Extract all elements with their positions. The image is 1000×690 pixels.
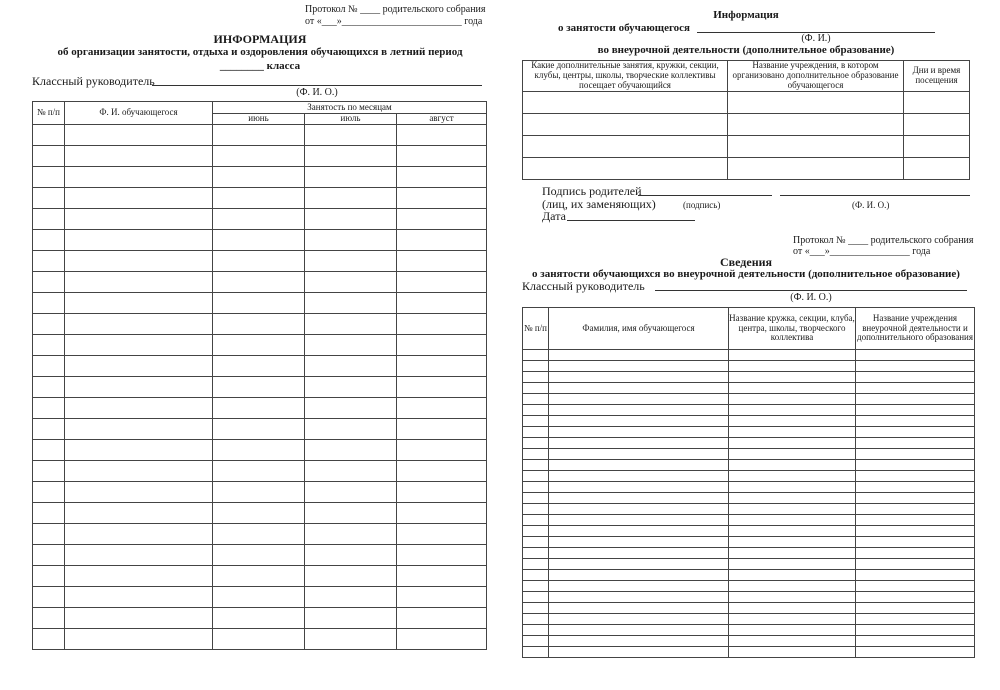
table-row (523, 460, 975, 471)
table-row (33, 461, 487, 482)
right-date-label: Дата (542, 209, 566, 223)
table-row (33, 335, 487, 356)
right-signature-underline (638, 195, 772, 196)
left-subtitle: об организации занятости, отдыха и оздоровления обучающихся в летний период (57, 46, 463, 58)
right-teacher-label: Классный руководитель (522, 279, 645, 293)
table-row (523, 603, 975, 614)
right-table1-col-institution: Название учреждения, в котором организовано дополнительное образование обучающегося (728, 61, 904, 92)
table-row (33, 566, 487, 587)
table-row (523, 91, 970, 113)
table-row (33, 209, 487, 230)
table-row (523, 493, 975, 504)
left-teacher-underline (152, 85, 482, 86)
table-row (33, 230, 487, 251)
left-title: ИНФОРМАЦИЯ (213, 32, 307, 46)
table-row (523, 427, 975, 438)
left-col-august-header: август (397, 114, 487, 125)
table-row (523, 592, 975, 603)
table-row (523, 482, 975, 493)
left-col-num-header: № п/п (33, 102, 65, 125)
table-row (523, 383, 975, 394)
table-row (523, 636, 975, 647)
table-row (523, 394, 975, 405)
table-row (523, 113, 970, 135)
right-table1-col-activities: Какие дополнительные занятия, кружки, секции, клубы, центры, школы, творческие коллективы посещает обучающийся (523, 61, 728, 92)
right-svedeniya-subtitle: о занятости обучающихся во внеурочной деятельности (дополнительное образование) (532, 268, 960, 280)
right-signature-fio-underline (780, 195, 970, 196)
right-info-student-label: о занятости обучающегося (558, 22, 691, 34)
table-row (33, 251, 487, 272)
table-row (523, 449, 975, 460)
table-row (523, 581, 975, 592)
left-col-june-header: июнь (213, 114, 305, 125)
table-row (33, 608, 487, 629)
table-row (33, 440, 487, 461)
right-table2-col-institution: Название учреждения внеурочной деятельности и дополнительного образования (856, 308, 975, 350)
table-row (523, 350, 975, 361)
right-fio-hint: (Ф. И. О.) (790, 292, 832, 303)
right-signature-label: Подпись родителей (542, 184, 642, 198)
table-row (523, 438, 975, 449)
table-row (33, 188, 487, 209)
table-row (33, 314, 487, 335)
right-signature-fio-hint: (Ф. И. О.) (852, 200, 890, 210)
left-fio-hint: (Ф. И. О.) (296, 87, 338, 98)
right-table1-col-schedule: Дни и время посещения (904, 61, 970, 92)
right-fi-hint: (Ф. И.) (801, 33, 831, 44)
left-col-months-group-header: Занятость по месяцам (213, 102, 487, 114)
right-activities-table (522, 60, 970, 180)
right-date-underline (567, 220, 695, 221)
right-signature-hint: (подпись) (683, 200, 721, 210)
table-row (523, 647, 975, 658)
table-row (33, 272, 487, 293)
table-row (33, 524, 487, 545)
table-row (523, 135, 970, 157)
table-row (33, 146, 487, 167)
table-row (523, 471, 975, 482)
table-row (33, 125, 487, 146)
table-row (33, 356, 487, 377)
table-row (523, 416, 975, 427)
table-row (33, 482, 487, 503)
right-table2-col-club: Название кружка, секции, клуба, центра, школы, творческого коллектива (729, 308, 856, 350)
table-row (33, 167, 487, 188)
right-protocol-line-1: Протокол № ____ родительского собрания (793, 235, 974, 246)
left-class-line: ________ класса (219, 60, 301, 72)
right-info-subtitle: во внеурочной деятельности (дополнительное образование) (597, 44, 895, 56)
table-row (33, 419, 487, 440)
table-row (33, 545, 487, 566)
table-row (523, 157, 970, 179)
left-teacher-label: Классный руководитель (32, 74, 155, 88)
left-col-name-header: Ф. И. обучающегося (65, 102, 213, 125)
left-occupancy-table (32, 101, 487, 650)
table-row (33, 629, 487, 650)
table-row (523, 361, 975, 372)
right-protocol-line-2: от «___»________________ года (793, 246, 931, 257)
left-protocol-line-2: от «___»________________________ года (305, 16, 483, 27)
left-protocol-line-1: Протокол № ____ родительского собрания (305, 4, 486, 15)
table-row (523, 504, 975, 515)
table-row (523, 570, 975, 581)
table-row (523, 548, 975, 559)
table-row (523, 625, 975, 636)
table-row (523, 526, 975, 537)
right-teacher-underline (655, 290, 967, 291)
table-row (33, 587, 487, 608)
right-info-title: Информация (713, 9, 779, 21)
table-row (33, 377, 487, 398)
table-row (523, 537, 975, 548)
table-row (523, 515, 975, 526)
table-row (33, 503, 487, 524)
table-row (523, 559, 975, 570)
right-signature-label-2: (лиц, их заменяющих) (542, 197, 656, 211)
table-row (33, 293, 487, 314)
right-svedeniya-table (522, 307, 975, 658)
table-row (523, 405, 975, 416)
right-svedeniya-title: Сведения (719, 255, 773, 269)
right-table2-col-num: № п/п (523, 308, 549, 350)
table-row (33, 398, 487, 419)
table-row (523, 614, 975, 625)
left-col-july-header: июль (305, 114, 397, 125)
table-row (523, 372, 975, 383)
right-table2-col-name: Фамилия, имя обучающегося (549, 308, 729, 350)
